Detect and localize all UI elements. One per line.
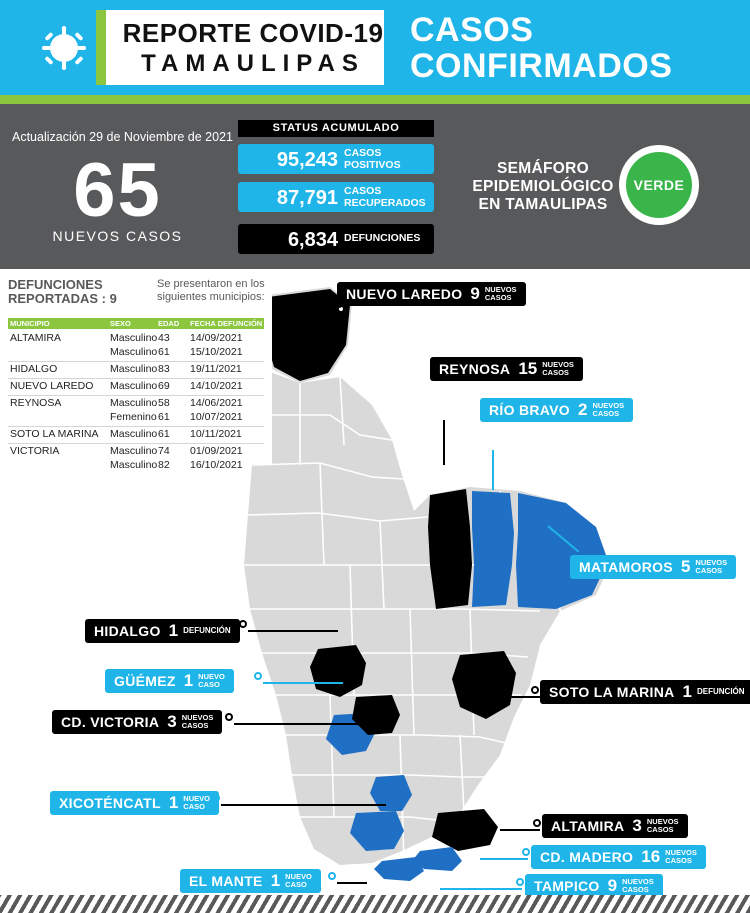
label-nuevo-laredo-sub: NUEVOS CASOS — [484, 284, 517, 302]
cell-fecha: 10/07/2021 — [190, 411, 243, 423]
cell-sexo: Masculino — [110, 380, 158, 392]
label-matamoros-name: MATAMOROS — [579, 559, 673, 575]
label-xicotencatl-number: 1 — [168, 793, 179, 812]
green-divider — [0, 95, 750, 104]
map-leader-reynosa — [443, 420, 445, 465]
label-soto-la-marina-sub: DEFUNCIÓN — [697, 686, 745, 696]
label-matamoros-sub: NUEVOS CASOS — [695, 557, 728, 575]
footer-stripes — [0, 895, 750, 913]
label-altamira-name: ALTAMIRA — [551, 818, 625, 834]
label-hidalgo[interactable] — [85, 619, 240, 643]
header-heading-line1: CASOS — [410, 11, 534, 49]
map-leader-tampico — [440, 888, 522, 890]
new-cases-label: NUEVOS CASOS — [52, 228, 183, 244]
label-cd-victoria-number: 3 — [167, 712, 177, 731]
label-xicotencatl-sub: NUEVO CASO — [183, 793, 210, 811]
table-divider — [8, 378, 264, 379]
map-dot-soto-la-marina — [531, 686, 539, 694]
label-soto-la-marina[interactable] — [540, 680, 750, 704]
deaths-col-fecha: FECHA DEFUNCIÓN — [190, 319, 263, 328]
update-date: Actualización 29 de Noviembre de 2021 — [12, 130, 233, 144]
deaths-col-municipio: MUNICIPIO — [10, 319, 50, 328]
label-el-mante[interactable] — [180, 869, 321, 893]
cell-edad: 74 — [158, 445, 170, 457]
virus-icon — [42, 26, 86, 70]
map-highlight-reynosa — [428, 489, 472, 609]
map-dot-tampico — [516, 878, 524, 886]
label-hidalgo-name: HIDALGO — [94, 623, 161, 639]
map-dot-cd-victoria — [225, 713, 233, 721]
label-rio-bravo-name: RÍO BRAVO — [489, 402, 570, 418]
label-tampico-number: 9 — [607, 876, 618, 895]
cell-fecha: 16/10/2021 — [190, 459, 243, 471]
cell-sexo: Masculino — [110, 346, 158, 358]
label-altamira-sub: NUEVOS CASOS — [646, 816, 679, 834]
cell-sexo: Masculino — [110, 428, 158, 440]
label-guemez-number: 1 — [183, 671, 194, 690]
header-heading — [410, 12, 672, 84]
cell-edad: 61 — [158, 346, 170, 358]
status-accumulated-header: STATUS ACUMULADO — [238, 120, 434, 137]
cell-sexo: Masculino — [110, 445, 158, 457]
report-title-line2: TAMAULIPAS — [141, 50, 365, 77]
report-title-box — [96, 10, 384, 85]
cell-edad: 43 — [158, 332, 170, 344]
label-tampico-sub: NUEVOS CASOS — [622, 876, 654, 894]
label-rio-bravo[interactable] — [480, 398, 633, 422]
label-matamoros[interactable] — [570, 555, 736, 579]
label-cd-victoria-name: CD. VICTORIA — [61, 714, 160, 730]
map-dot-cd-madero — [522, 848, 530, 856]
label-reynosa-number: 15 — [518, 359, 538, 378]
cell-municipio: ALTAMIRA — [10, 332, 61, 344]
cell-fecha: 01/09/2021 — [190, 445, 243, 457]
cell-municipio: REYNOSA — [10, 397, 62, 409]
label-reynosa-name: REYNOSA — [439, 361, 511, 377]
cell-sexo: Femenino — [110, 411, 157, 423]
cell-fecha: 14/06/2021 — [190, 397, 243, 409]
label-cd-victoria[interactable] — [52, 710, 222, 734]
stat-positive-value: 95,243 — [276, 149, 338, 171]
cell-edad: 61 — [158, 411, 170, 423]
cell-sexo: Masculino — [110, 332, 158, 344]
map-highlight-altamira — [432, 809, 498, 851]
label-reynosa-sub: NUEVOS CASOS — [542, 359, 574, 377]
map-leader-hidalgo — [248, 630, 338, 632]
label-guemez[interactable] — [105, 669, 234, 693]
header-bar — [0, 0, 750, 95]
semaforo-status-badge: VERDE — [626, 152, 692, 218]
map-leader-xicotencatl — [221, 804, 386, 806]
label-cd-madero[interactable] — [531, 845, 706, 869]
cell-fecha: 19/11/2021 — [190, 363, 242, 375]
stat-positive-label: CASOS POSITIVOS — [344, 147, 401, 171]
label-nuevo-laredo[interactable] — [337, 282, 526, 306]
label-soto-la-marina-name: SOTO LA MARINA — [549, 684, 675, 700]
report-title-line1: REPORTE COVID-19 — [122, 18, 384, 48]
label-guemez-sub: NUEVO CASO — [198, 671, 225, 689]
cell-edad: 83 — [158, 363, 170, 375]
stat-deaths — [238, 224, 434, 254]
label-nuevo-laredo-number: 9 — [470, 284, 480, 303]
new-cases-number: 65 — [73, 148, 162, 233]
semaforo-title: SEMÁFORO EPIDEMIOLÓGICO EN TAMAULIPAS — [472, 160, 614, 213]
table-divider — [8, 395, 264, 396]
map-dot-hidalgo — [239, 620, 247, 628]
label-xicotencatl[interactable] — [50, 791, 219, 815]
cell-fecha: 15/10/2021 — [190, 346, 243, 358]
label-reynosa[interactable] — [430, 357, 583, 381]
cell-edad: 69 — [158, 380, 170, 392]
label-el-mante-sub: NUEVO CASO — [285, 871, 312, 889]
label-tampico-name: TAMPICO — [534, 878, 600, 894]
label-nuevo-laredo-name: NUEVO LAREDO — [346, 286, 463, 302]
stat-positive-cases — [238, 144, 434, 174]
label-cd-madero-number: 16 — [641, 847, 661, 866]
map-leader-altamira — [500, 829, 540, 831]
map-leader-el-mante — [337, 882, 367, 884]
cell-sexo: Masculino — [110, 397, 158, 409]
label-guemez-name: GÜÉMEZ — [114, 673, 176, 689]
map-leader-cd-madero — [480, 858, 528, 860]
cell-edad: 82 — [158, 459, 170, 471]
label-altamira[interactable] — [542, 814, 688, 838]
stat-deaths-label: DEFUNCIONES — [344, 232, 421, 244]
label-rio-bravo-sub: NUEVOS CASOS — [592, 400, 625, 418]
map-leader-guemez — [263, 682, 343, 684]
label-soto-la-marina-number: 1 — [682, 682, 692, 701]
deaths-subtitle: Se presentaron en los siguientes municipios: — [157, 278, 265, 303]
label-rio-bravo-number: 2 — [578, 400, 588, 419]
map-leader-rio-bravo — [492, 450, 494, 490]
deaths-col-edad: EDAD — [158, 319, 180, 328]
label-hidalgo-number: 1 — [168, 621, 179, 640]
map-leader-cd-victoria — [234, 723, 364, 725]
cell-fecha: 14/09/2021 — [190, 332, 243, 344]
label-cd-madero-name: CD. MADERO — [540, 849, 634, 865]
stat-recovered-label: CASOS RECUPERADOS — [344, 185, 426, 209]
table-divider — [8, 443, 264, 444]
cell-sexo: Masculino — [110, 459, 158, 471]
label-el-mante-name: EL MANTE — [189, 873, 263, 889]
cell-sexo: Masculino — [110, 363, 158, 375]
stat-recovered-value: 87,791 — [276, 187, 338, 209]
map-highlight-tampico — [374, 857, 424, 881]
header-heading-line2: CONFIRMADOS — [410, 47, 673, 85]
table-divider — [8, 361, 264, 362]
label-hidalgo-sub: DEFUNCIÓN — [183, 625, 231, 635]
stat-deaths-value: 6,834 — [287, 229, 338, 251]
cell-edad: 58 — [158, 397, 170, 409]
deaths-title: DEFUNCIONES REPORTADAS : 9 — [8, 277, 117, 306]
label-xicotencatl-name: XICOTÉNCATL — [59, 795, 161, 811]
map-dot-guemez — [254, 672, 262, 680]
label-matamoros-number: 5 — [680, 557, 691, 576]
cell-edad: 61 — [158, 428, 170, 440]
label-altamira-number: 3 — [632, 816, 642, 835]
map-highlight-rio-bravo — [472, 491, 514, 607]
cell-fecha: 14/10/2021 — [190, 380, 243, 392]
label-cd-victoria-sub: NUEVOS CASOS — [181, 712, 214, 730]
cell-municipio: SOTO LA MARINA — [10, 428, 99, 440]
cell-municipio: NUEVO LAREDO — [10, 380, 94, 392]
map-dot-el-mante — [328, 872, 336, 880]
label-el-mante-number: 1 — [270, 871, 281, 890]
label-cd-madero-sub: NUEVOS CASOS — [665, 847, 697, 865]
map-dot-altamira — [533, 819, 541, 827]
cell-municipio: VICTORIA — [10, 445, 60, 457]
table-divider — [8, 426, 264, 427]
cell-fecha: 10/11/2021 — [190, 428, 242, 440]
map-leader-soto-la-marina — [500, 696, 540, 698]
stat-recovered-cases — [238, 182, 434, 212]
cell-municipio: HIDALGO — [10, 363, 58, 375]
deaths-col-sexo: SEXO — [110, 319, 131, 328]
